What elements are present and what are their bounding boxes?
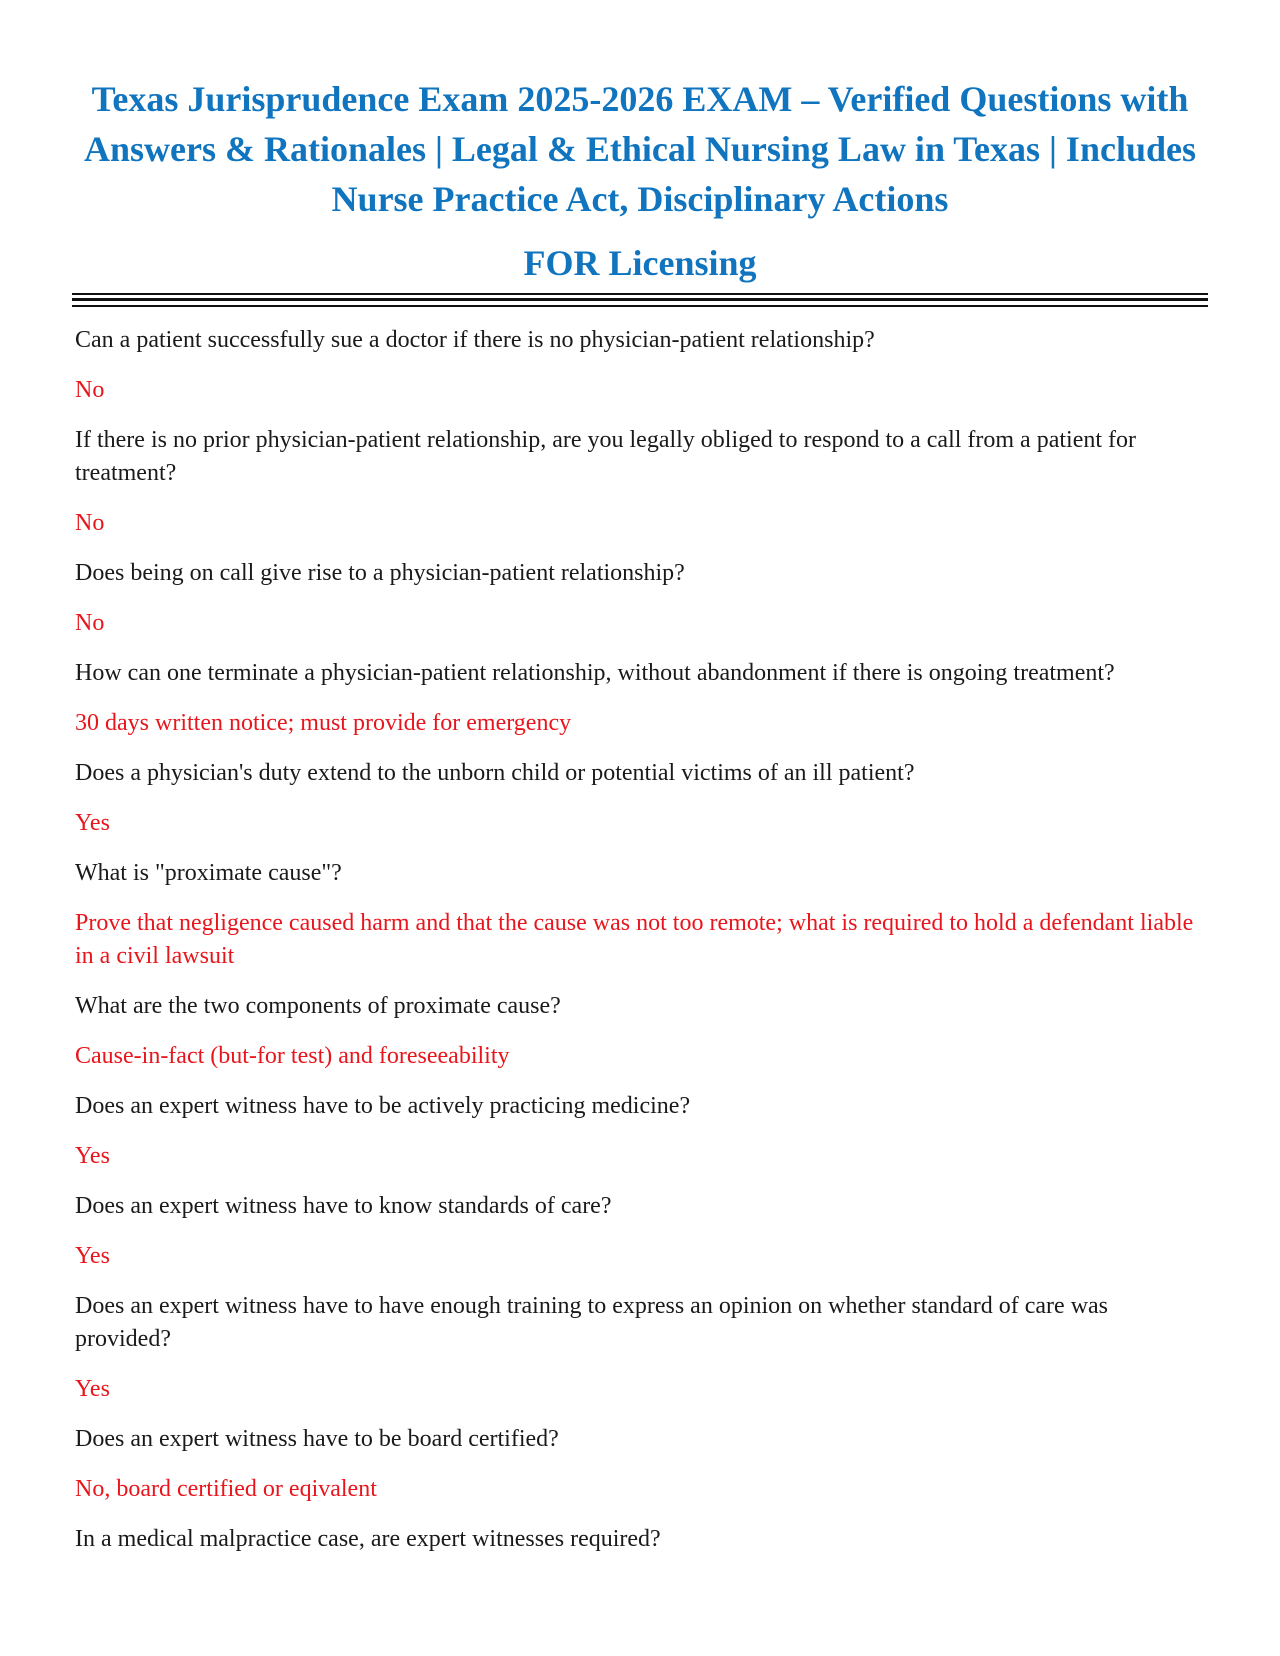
answer-text: No (75, 510, 105, 536)
answer-text: No (75, 377, 105, 403)
answer-text: Yes (75, 1143, 110, 1169)
question-text: Does being on call give rise to a physician-patient relationship? (75, 560, 685, 586)
question-text: Can a patient successfully sue a doctor if there is no physician-patient relationship? (75, 327, 875, 353)
header-divider-top (72, 293, 1208, 295)
answer-text: Prove that negligence caused harm and that the cause was not too remote; what is required to hold a defendant liable in a civil lawsuit (75, 910, 1194, 969)
question-text: Does a physician's duty extend to the unborn child or potential victims of an ill patient? (75, 760, 915, 786)
question-text: How can one terminate a physician-patient relationship, without abandonment if there is ongoing treatment? (75, 660, 1115, 686)
answer-text: Yes (75, 1243, 110, 1269)
question-text: Does an expert witness have to have enough training to express an opinion on whether standard of care was provided? (75, 1293, 1109, 1352)
question-text: In a medical malpractice case, are expert witnesses required? (75, 1526, 661, 1552)
answer-text: Yes (75, 1376, 110, 1402)
question-text: Does an expert witness have to be board certified? (75, 1426, 559, 1452)
answer-text: Cause-in-fact (but-for test) and foreseeability (75, 1043, 510, 1069)
answer-text: No (75, 610, 105, 636)
question-text: What is "proximate cause"? (75, 860, 342, 886)
header-divider-bottom (72, 305, 1208, 307)
question-text: Does an expert witness have to be actively practicing medicine? (75, 1093, 691, 1119)
answer-text: Yes (75, 810, 110, 836)
question-text: Does an expert witness have to know standards of care? (75, 1193, 612, 1219)
answer-text: No, board certified or eqivalent (75, 1476, 377, 1502)
header-divider-middle (72, 298, 1208, 301)
qa-list (75, 324, 1205, 1556)
question-text: What are the two components of proximate cause? (75, 993, 561, 1019)
question-text: If there is no prior physician-patient relationship, are you legally obliged to respond to a call from a patient for treatment? (75, 427, 1137, 486)
document-subtitle: FOR Licensing (523, 243, 757, 283)
answer-text: 30 days written notice; must provide for emergency (75, 710, 572, 736)
document-title: Texas Jurisprudence Exam 2025-2026 EXAM – Verified Questions with Answers & Rationales | Legal & Ethical Nursing Law in Texas | Includes Nurse Practice Act, Disciplinary Actions (84, 79, 1196, 219)
